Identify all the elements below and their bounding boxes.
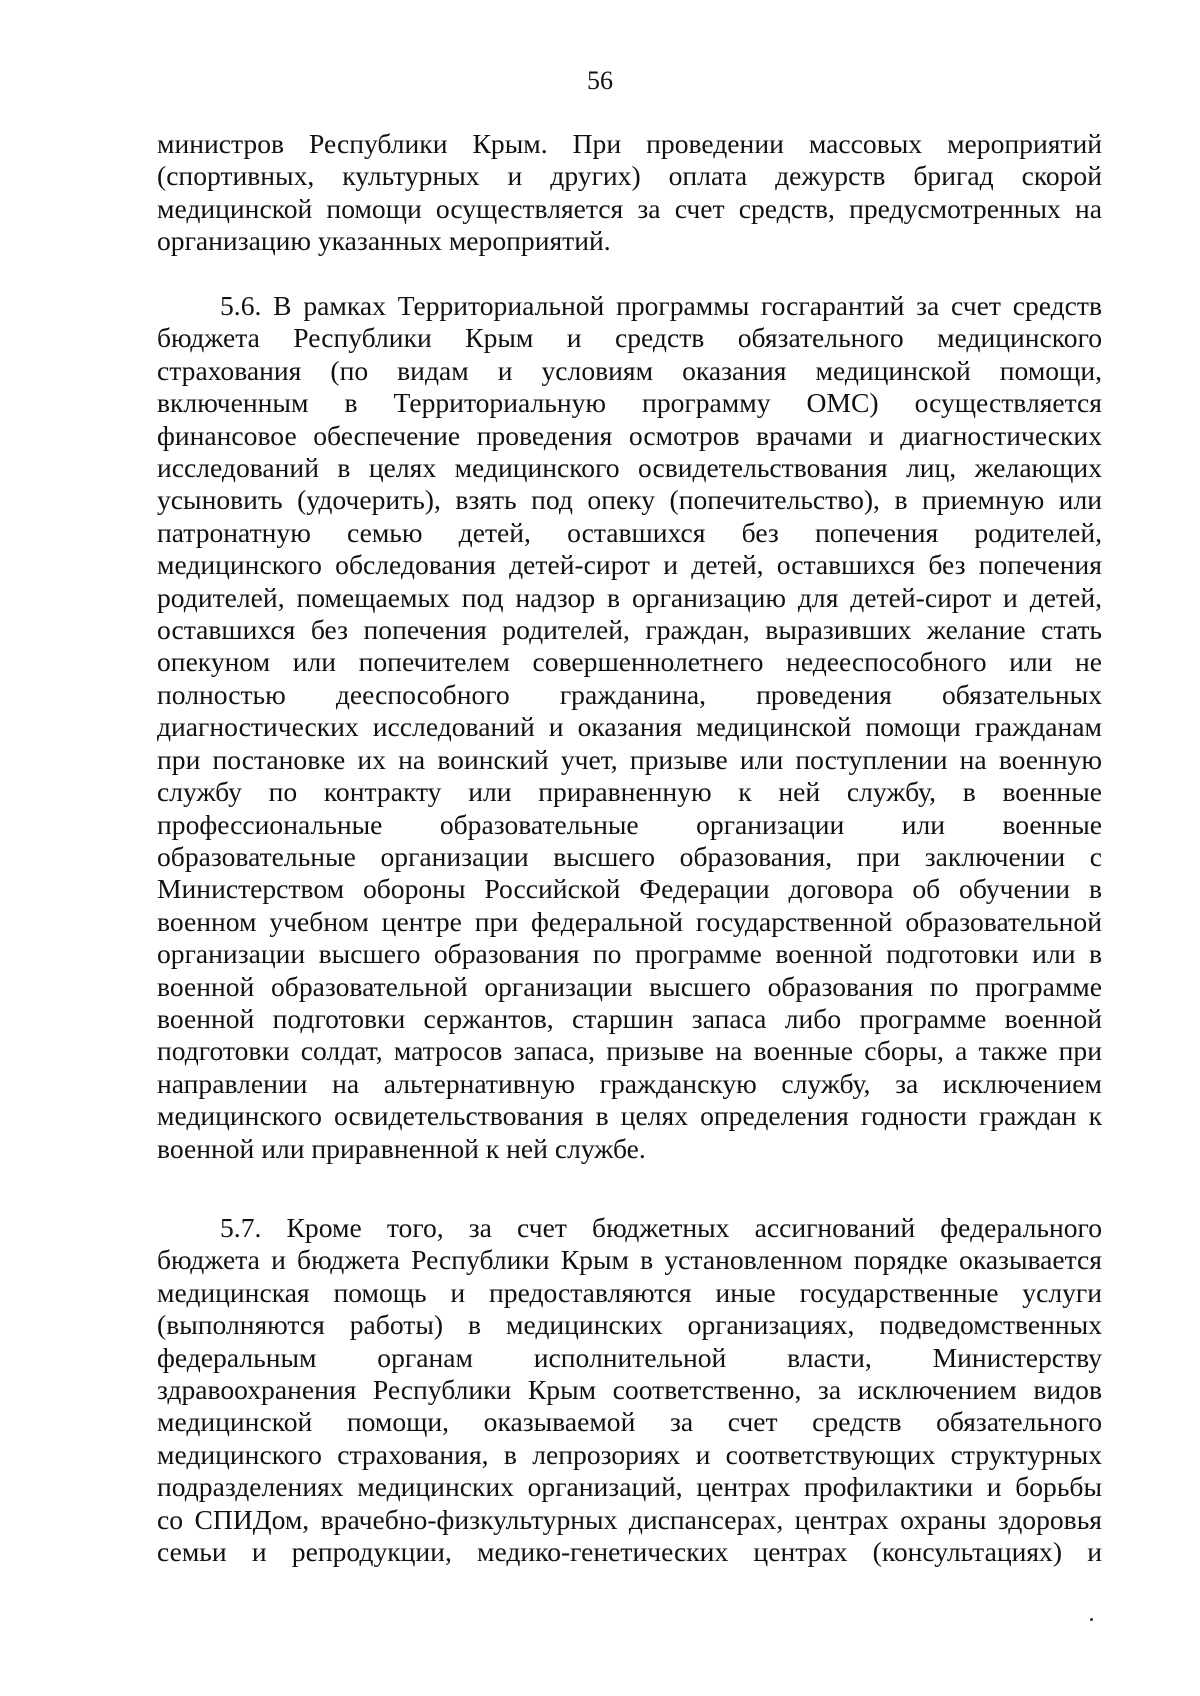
text-line: при постановке их на воинский учет, призыве или поступлении на военную (157, 743, 1102, 775)
text-line: военной образовательной организации высшего образования по программе (157, 970, 1102, 1002)
text-line: усыновить (удочерить), взять под опеку (попечительство), в приемную или (157, 484, 1102, 516)
text-line: военной подготовки сержантов, старшин запаса либо программе военной (157, 1002, 1102, 1034)
text-line: родителей, помещаемых под надзор в организацию для детей-сирот и детей, (157, 581, 1102, 613)
text-line: 5.7. Кроме того, за счет бюджетных ассигнований федерального (220, 1212, 1102, 1243)
text-line: подразделениях медицинских организаций, центрах профилактики и борьбы (157, 1471, 1102, 1503)
text-line: бюджета Республики Крым и средств обязательного медицинского (157, 322, 1102, 354)
text-line: образовательные организации высшего образования, при заключении с (157, 840, 1102, 872)
text-line: (выполняются работы) в медицинских организациях, подведомственных (157, 1309, 1102, 1341)
text-line: семьи и репродукции, медико-генетических центрах (консультациях) и (157, 1536, 1102, 1568)
text-line: патронатную семью детей, оставшихся без попечения родителей, (157, 516, 1102, 548)
text-line: военном учебном центре при федеральной государственной образовательной (157, 905, 1102, 937)
text-line: военной или приравненной к ней службе. (157, 1132, 646, 1164)
text-line: исследований в целях медицинского освидетельствования лиц, желающих (157, 452, 1102, 484)
paragraph-5-7 (157, 1212, 1102, 1568)
paragraph-continuation (157, 128, 1102, 258)
text-line: медицинского страхования, в лепрозориях и соответствующих структурных (157, 1438, 1102, 1470)
text-line: федеральным органам исполнительной власти, Министерству (157, 1341, 1102, 1373)
scan-speck (1090, 1618, 1093, 1621)
text-line: министров Республики Крым. При проведении массовых мероприятий (157, 128, 1102, 159)
text-line: оставшихся без попечения родителей, граждан, выразивших желание стать (157, 614, 1102, 646)
text-line: 5.6. В рамках Территориальной программы госгарантий за счет средств (220, 290, 1102, 321)
text-line: профессиональные образовательные организации или военные (157, 808, 1102, 840)
text-line: медицинского освидетельствования в целях определения годности граждан к (157, 1100, 1102, 1132)
text-line: финансовое обеспечение проведения осмотров врачами и диагностических (157, 419, 1102, 451)
text-line: (спортивных, культурных и других) оплата дежурств бригад скорой (157, 160, 1102, 192)
text-line: диагностических исследований и оказания медицинской помощи гражданам (157, 711, 1102, 743)
text-line: Министерством обороны Российской Федерации договора об обучении в (157, 873, 1102, 905)
text-line: страхования (по видам и условиям оказания медицинской помощи, (157, 354, 1102, 386)
text-line: направлении на альтернативную гражданскую службу, за исключением (157, 1067, 1102, 1099)
text-line: включенным в Территориальную программу ОМС) осуществляется (157, 387, 1102, 419)
text-line: организацию указанных мероприятий. (157, 225, 611, 257)
text-line: организации высшего образования по программе военной подготовки или в (157, 938, 1102, 970)
text-line: медицинской помощи осуществляется за счет средств, предусмотренных на (157, 192, 1102, 224)
text-line: медицинской помощи, оказываемой за счет средств обязательного (157, 1406, 1102, 1438)
text-line: опекуном или попечителем совершеннолетнего недееспособного или не (157, 646, 1102, 678)
text-line: медицинская помощь и предоставляются иные государственные услуги (157, 1276, 1102, 1308)
text-line: бюджета и бюджета Республики Крым в установленном порядке оказывается (157, 1244, 1102, 1276)
page-number: 56 (587, 66, 613, 95)
text-line: здравоохранения Республики Крым соответственно, за исключением видов (157, 1374, 1102, 1406)
text-line: полностью дееспособного гражданина, проведения обязательных (157, 678, 1102, 710)
paragraph-5-6 (157, 290, 1102, 1165)
text-line: службу по контракту или приравненную к ней службу, в военные (157, 776, 1102, 808)
text-line: медицинского обследования детей-сирот и детей, оставшихся без попечения (157, 549, 1102, 581)
text-line: подготовки солдат, матросов запаса, призыве на военные сборы, а также при (157, 1035, 1102, 1067)
text-line: со СПИДом, врачебно-физкультурных диспансерах, центрах охраны здоровья (157, 1503, 1102, 1535)
